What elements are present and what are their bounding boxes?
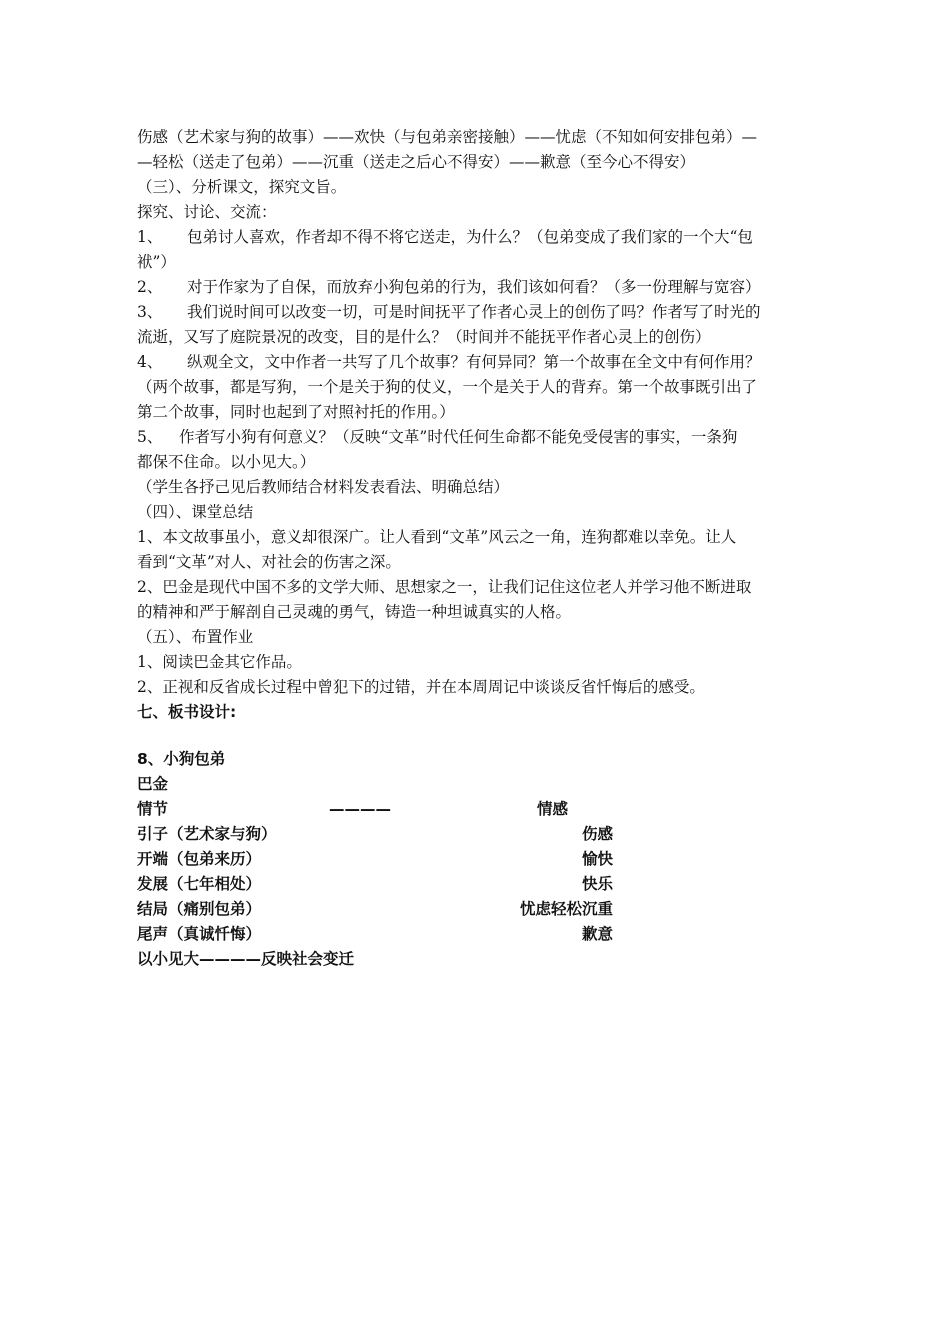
board-row: [137, 822, 657, 847]
text-line: 都保不住命。以小见大。）: [137, 453, 316, 471]
text-line: 第二个故事，同时也起到了对照衬托的作用。）: [137, 403, 455, 421]
board-plot: 开端（包弟来历）: [137, 850, 262, 868]
text-line: —轻松（送走了包弟）——沉重（送走之后心不得安）——歉意（至今心不得安）: [137, 153, 696, 171]
text-line: 2、巴金是现代中国不多的文学大师、思想家之一，让我们记住这位老人并学习他不断进取: [137, 578, 752, 596]
board-plot: 尾声（真诚忏悔）: [137, 925, 262, 943]
question-item: [137, 425, 817, 450]
item-text: 作者写小狗有何意义？（反映“文革”时代任何生命都不能免受侵害的事实，一条狗: [179, 428, 738, 446]
board-author: 巴金: [137, 775, 169, 793]
board-plot: 发展（七年相处）: [137, 875, 262, 893]
text-line: 看到“文革”对人、对社会的伤害之深。: [137, 553, 401, 571]
board-emotion: 伤感: [581, 825, 613, 843]
board-row: [137, 872, 657, 897]
text-line: 的精神和严于解剖自己灵魂的勇气，铸造一种坦诚真实的人格。: [137, 603, 572, 621]
text-line: 探究、讨论、交流：: [137, 203, 277, 221]
item-number: 4、: [137, 353, 163, 371]
section-heading: （五）、布置作业: [137, 628, 254, 646]
question-item: [137, 275, 817, 300]
item-number: 3、: [137, 303, 163, 321]
item-text: 包弟讨人喜欢，作者却不得不将它送走，为什么？（包弟变成了我们家的一个大“包: [187, 228, 753, 246]
question-item: [137, 225, 817, 250]
board-row: [137, 897, 657, 922]
item-number: 1、: [137, 228, 163, 246]
text-line: 袱”）: [137, 253, 176, 271]
board-header-dash: ————: [329, 800, 391, 818]
item-text: 我们说时间可以改变一切，可是时间抚平了作者心灵上的创伤了吗？作者写了时光的: [187, 303, 761, 321]
board-row: [137, 922, 657, 947]
item-text: 对于作家为了自保，而放弃小狗包弟的行为，我们该如何看？（多一份理解与宽容）: [187, 278, 761, 296]
board-footer: 以小见大————反映社会变迁: [137, 950, 355, 968]
board-plot: 引子（艺术家与狗）: [137, 825, 277, 843]
text-line: 2、正视和反省成长过程中曾犯下的过错，并在本周周记中谈谈反省忏悔后的感受。: [137, 678, 705, 696]
board-title: 8、小狗包弟: [137, 750, 226, 768]
board-emotion: 歉意: [581, 925, 613, 943]
text-line: （学生各抒己见后教师结合材料发表看法、明确总结）: [137, 478, 510, 496]
text-line: 伤感（艺术家与狗的故事）——欢快（与包弟亲密接触）——忧虑（不知如何安排包弟）—: [137, 128, 758, 146]
text-line: （两个故事，都是写狗，一个是关于狗的仗义，一个是关于人的背弃。第一个故事既引出了: [137, 378, 758, 396]
board-emotion: 忧虑轻松沉重: [519, 900, 613, 918]
board-header-plot: 情节: [137, 800, 169, 818]
board-header-emotion: 情感: [537, 800, 569, 818]
board-row: [137, 847, 657, 872]
question-item: [137, 300, 817, 325]
question-item: [137, 350, 817, 375]
text-line: 1、本文故事虽小，意义却很深广。让人看到“文革”风云之一角，连狗都难以幸免。让人: [137, 528, 737, 546]
board-emotion: 愉快: [581, 850, 613, 868]
item-text: 纵观全文，文中作者一共写了几个故事？有何异同？第一个故事在全文中有何作用？: [187, 353, 761, 371]
board-emotion: 快乐: [581, 875, 613, 893]
section-heading: （四）、课堂总结: [137, 503, 254, 521]
item-number: 2、: [137, 278, 163, 296]
text-line: 1、阅读巴金其它作品。: [137, 653, 302, 671]
board-header-row: [137, 797, 657, 822]
section-heading: （三）、分析课文，探究文旨。: [137, 178, 347, 196]
text-line: 流逝，又写了庭院景况的改变，目的是什么？（时间并不能抚平作者心灵上的创伤）: [137, 328, 711, 346]
board-plot: 结局（痛别包弟）: [137, 900, 262, 918]
section-heading: 七、板书设计:: [137, 703, 237, 721]
item-number: 5、: [137, 428, 163, 446]
